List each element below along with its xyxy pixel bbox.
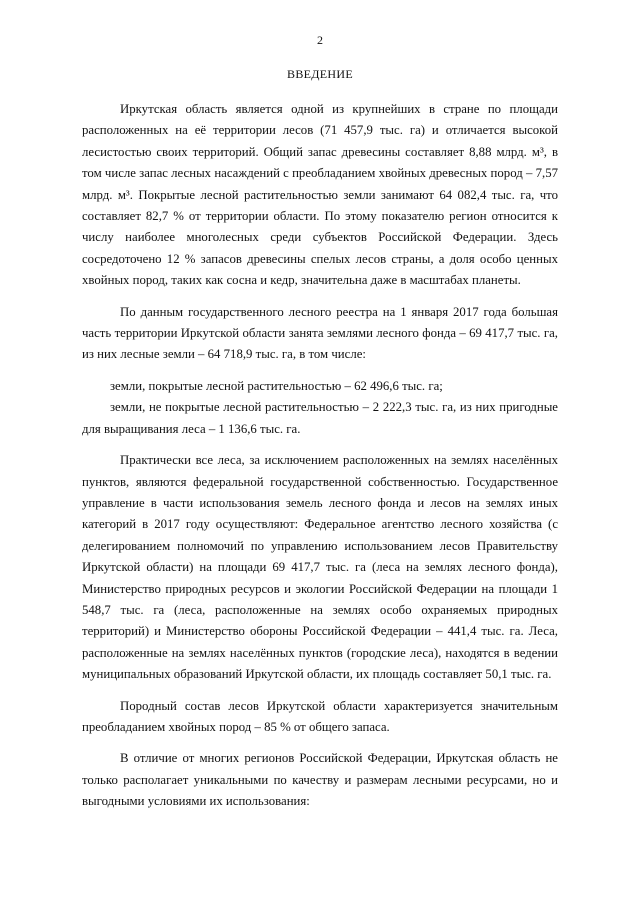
paragraph-advantages: В отличие от многих регионов Российской Федерации, Иркутская область не только располагает уникальными по качеству и размерам лесными ресурсами, но и выгодными условиями их использования: (82, 751, 558, 809)
paragraph-species: Породный состав лесов Иркутской области характеризуется значительным преобладанием хвойных пород – 85 % от общего запаса. (82, 698, 558, 734)
list-item-covered-land: земли, покрытые лесной растительностью – 62 496,6 тыс. га; (110, 378, 443, 393)
page-number: 2 (317, 33, 323, 47)
list-item-uncovered-land: земли, не покрытые лесной растительностью – 2 222,3 тыс. га, из них пригодные для выращивания леса – 1 136,6 тыс. га. (82, 400, 558, 436)
page-title: ВВЕДЕНИЕ (287, 67, 353, 81)
document-body (82, 99, 558, 813)
paragraph-ownership: Практически все леса, за исключением расположенных на землях населённых пунктов, являются федеральной государственной собственностью. Государственное управление в части использования земель лесного фонда и лесов на землях иных категорий в 2017 году осуществляют: Федеральное агентство лесного хозяйства (с делегированием полномочий по управлению использованием лесов Правительству Иркутской области) на площади 69 417,7 тыс. га (леса на землях лесного фонда), Министерство природных ресурсов и экологии Российской Федерации на площади 1 548,7 тыс. га (леса, расположенные на землях особо охраняемых природных территорий) и Министерство обороны Российской Федерации – 441,4 тыс. га. Леса, расположенные на землях населённых пунктов (городские леса), находятся в ведении муниципальных образований Иркутской области, их площадь составляет 50,1 тыс. га. (82, 453, 558, 682)
paragraph-forest-registry: По данным государственного лесного реестра на 1 января 2017 года большая часть территории Иркутской области занята землями лесного фонда – 69 417,7 тыс. га, из них лесные земли – 64 718,9 тыс. га, в том числе: (82, 304, 558, 362)
document-page (82, 0, 558, 905)
paragraph-intro: Иркутская область является одной из крупнейших в стране по площади расположенных на её территории лесов (71 457,9 тыс. га) и отличается высокой лесистостью своих территорий. Общий запас древесины составляет 8,88 млрд. м³, в том числе запас лесных насаждений с преобладанием хвойных древесных пород – 7,57 млрд. м³. Покрытые лесной растительностью земли занимают 64 082,4 тыс. га, что составляет 82,7 % от территории области. По этому показателю регион относится к числу наиболее многолесных среди субъектов Российской Федерации. Здесь сосредоточено 12 % запасов древесины спелых лесов страны, а доля особо ценных хвойных пород, таких как сосна и кедр, значительна даже в масштабах планеты. (82, 102, 558, 288)
